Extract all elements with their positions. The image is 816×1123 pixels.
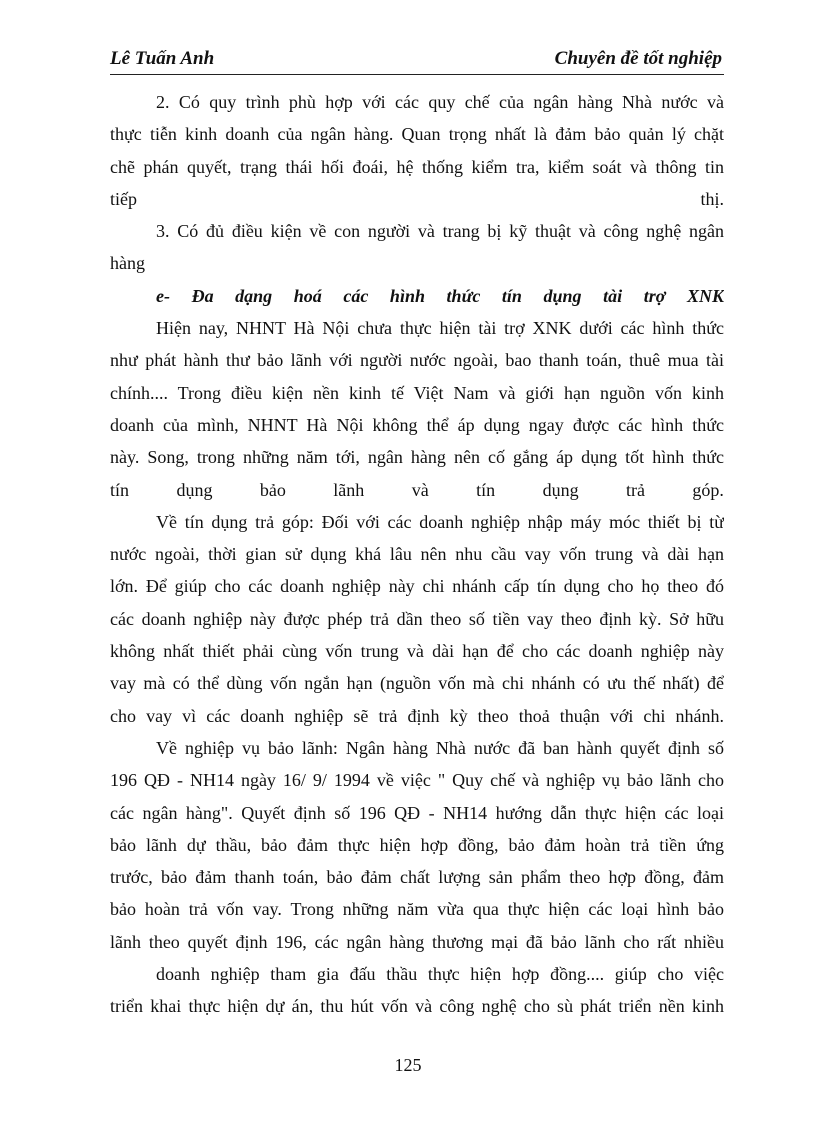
text-line: hàng [110,253,145,274]
text-line: Về tín dụng trả góp: Đối với các doanh nghiệp nhập máy móc thiết bị từ [156,511,724,532]
text-line: không nhất thiết phải cùng vốn trung và dài hạn để cho các doanh nghiệp này [110,641,724,662]
text-line [110,183,724,215]
text-line: lãnh theo quyết định 196, các ngân hàng thương mại đã bảo lãnh cho rất nhiều [110,931,724,952]
text-line: như phát hành thư bảo lãnh với người nước ngoài, bao thanh toán, thuê mua tài [110,350,724,371]
text-line: lớn. Để giúp cho các doanh nghiệp này chi nhánh cấp tín dụng cho họ theo đó [110,576,724,597]
word: tín [110,479,130,500]
word: và [411,479,429,500]
word: trả [625,479,645,500]
page-number: 125 [394,1055,422,1075]
text-line: vay mà có thể dùng vốn ngắn hạn (nguồn vốn mà chi nhánh có ưu thế nhất) để [110,673,724,694]
word: lãnh [333,479,365,500]
text-line: 196 QĐ - NH14 ngày 16/ 9/ 1994 về việc " Quy chế và nghiệp vụ bảo lãnh cho [110,770,724,791]
text-line: thực tiễn kinh doanh của ngân hàng. Quan trọng nhất là đảm bảo quản lý chặt [110,124,724,145]
text-line: các ngân hàng". Quyết định số 196 QĐ - NH14 hướng dẫn thực hiện các loại [110,802,724,823]
word: bảo [259,479,286,500]
section-heading: e- Đa dạng hoá các hình thức tín dụng tài trợ XNK [156,285,724,306]
text-line [110,474,724,506]
text-line: bảo hoàn trả vốn vay. Trong những năm vừa qua thực hiện các loại hình bảo [110,899,724,920]
text-line: triển khai thực hiện dự án, thu hút vốn và công nghệ cho sù phát triển nền kinh [110,996,724,1017]
text-line: trước, bảo đảm thanh toán, bảo đảm chất lượng sản phẩm theo hợp đồng, đảm [110,867,724,888]
text-line: chẽ phán quyết, trạng thái hối đoái, hệ thống kiểm tra, kiểm soát và thông tin [110,156,724,177]
word: dụng [176,479,213,500]
text-line: Hiện nay, NHNT Hà Nội chưa thực hiện tài trợ XNK dưới các hình thức [156,318,724,339]
text-line: nước ngoài, thời gian sử dụng khá lâu nên nhu cầu vay vốn trung và dài hạn [110,544,724,565]
word: thị. [700,188,724,209]
header-title: Chuyên đề tốt nghiệp [554,48,722,69]
text-line: bảo lãnh dự thầu, bảo đảm thực hiện hợp đồng, bảo đảm hoàn trả tiền ứng [110,834,724,855]
word: tín [476,479,496,500]
word: dụng [542,479,579,500]
text-line: doanh nghiệp tham gia đấu thầu thực hiện hợp đồng.... giúp cho việc [156,964,724,985]
text-line: Về nghiệp vụ bảo lãnh: Ngân hàng Nhà nước đã ban hành quyết định số [156,737,724,758]
word: góp. [692,479,724,500]
text-line: 3. Có đủ điều kiện về con người và trang bị kỹ thuật và công nghệ ngân [156,221,724,242]
text-line: cho vay vì các doanh nghiệp sẽ trả định kỳ theo thoả thuận với chi nhánh. [110,705,724,726]
page-header [110,46,724,75]
document-body [110,86,724,1023]
text-line: 2. Có quy trình phù hợp với các quy chế của ngân hàng Nhà nước và [156,92,724,112]
text-line: các doanh nghiệp này được phép trả dần theo số tiền vay theo định kỳ. Sở hữu [110,608,724,629]
text-line: này. Song, trong những năm tới, ngân hàng nên cố gắng áp dụng tốt hình thức [110,447,724,468]
text-line: chính.... Trong điều kiện nền kinh tế Việt Nam và giới hạn nguồn vốn kinh [110,382,724,403]
word: tiếp [110,188,137,209]
text-line: doanh của mình, NHNT Hà Nội không thể áp dụng ngay được các hình thức [110,414,724,435]
header-author: Lê Tuấn Anh [110,48,215,69]
